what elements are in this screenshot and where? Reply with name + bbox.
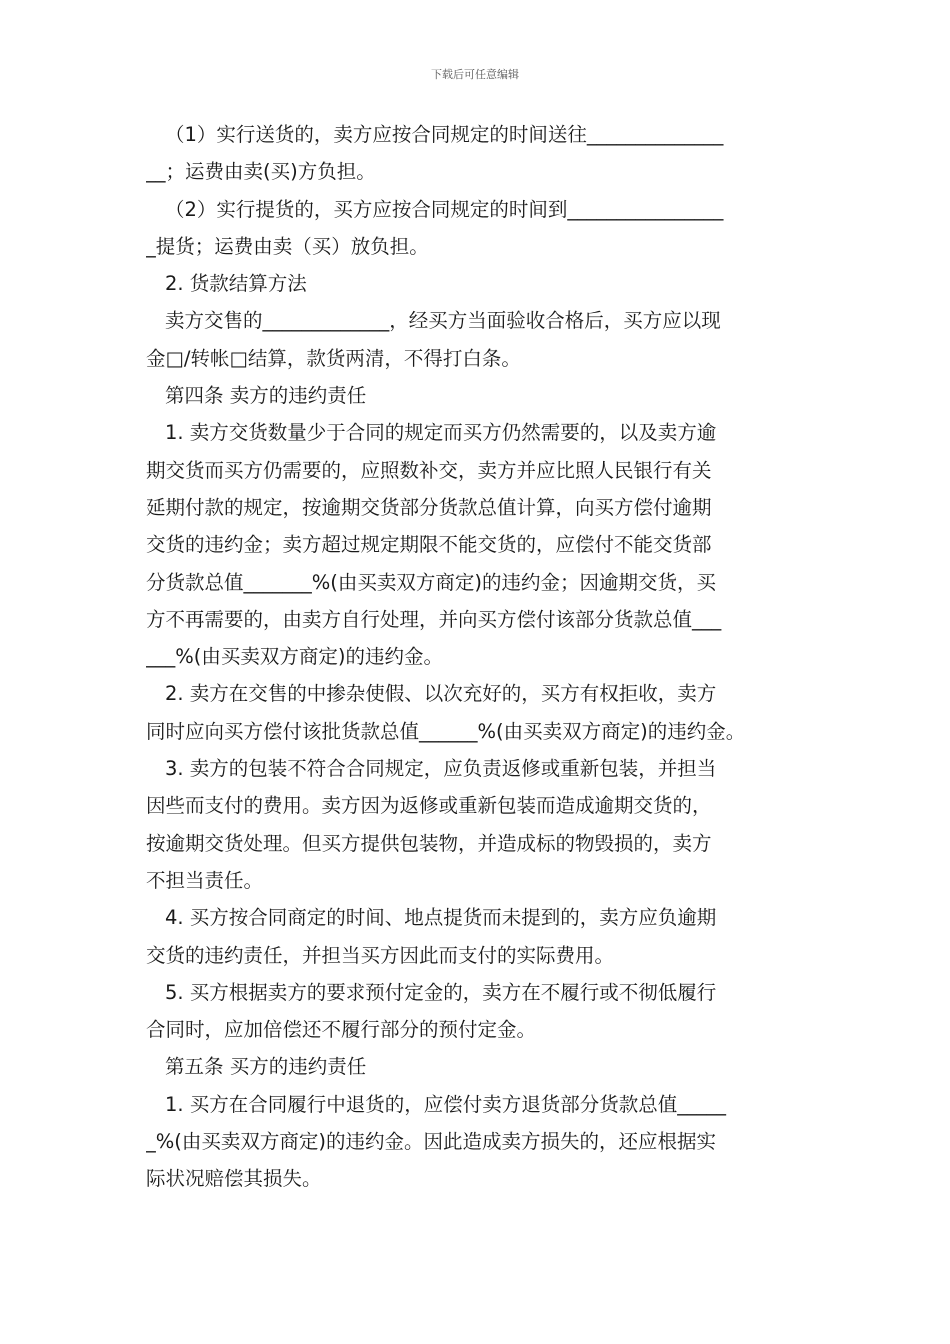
page-header: 下载后可任意编辑 (431, 68, 519, 81)
text-line: 1. 卖方交货数量少于合同的规定而买方仍然需要的，以及卖方逾 (165, 421, 717, 445)
text-line: 期交货而买方仍需要的，应照数补交，卖方并应比照人民银行有关 (146, 458, 712, 482)
text-line: __；运费由卖(买)方负担。 (146, 160, 376, 184)
text-line: 5. 买方根据卖方的要求预付定金的，卖方在不履行或不彻低履行 (165, 980, 717, 1004)
text-line: 1. 买方在合同履行中退货的，应偿付卖方退货部分货款总值_____ (165, 1092, 727, 1116)
document-body (146, 116, 808, 1198)
text-line: 不担当责任。 (146, 868, 264, 892)
text-line: 3. 卖方的包装不符合合同规定，应负责返修或重新包装，并担当 (165, 757, 717, 781)
text-line: 2. 卖方在交售的中掺杂使假、以次充好的，买方有权拒收，卖方 (165, 682, 717, 706)
text-line: 延期付款的规定，按逾期交货部分货款总值计算，向买方偿付逾期 (146, 495, 712, 519)
text-line: 交货的违约责任，并担当买方因此而支付的实际费用。 (146, 943, 615, 967)
text-line: _提货；运费由卖（买）放负担。 (146, 234, 429, 258)
text-line: 分货款总值_______%(由买卖双方商定)的违约金；因逾期交货，买 (146, 570, 716, 594)
text-line: （1）实行送货的，卖方应按合同规定的时间送往______________ (165, 123, 724, 146)
text-line: 同时应向买方偿付该批货款总值______%(由买卖双方商定)的违约金。 (146, 719, 746, 743)
text-line: 金□/转帐□结算，款货两清，不得打白条。 (146, 346, 521, 370)
text-line: 按逾期交货处理。但买方提供包装物，并造成标的物毁损的，卖方 (146, 831, 712, 855)
text-line: （2）实行提货的，买方应按合同规定的时间到________________ (165, 197, 724, 221)
text-line: ___%(由买卖双方商定)的违约金。 (146, 645, 443, 669)
text-line: 卖方交售的_____________，经买方当面验收合格后，买方应以现 (165, 309, 721, 333)
text-line: 交货的违约金；卖方超过规定期限不能交货的，应偿付不能交货部 (146, 533, 712, 557)
text-line: 际状况赔偿其损失。 (146, 1167, 322, 1191)
text-line: 合同时，应加倍偿还不履行部分的预付定金。 (146, 1018, 537, 1042)
text-line: 因些而支付的费用。卖方因为返修或重新包装而造成逾期交货的， (146, 794, 712, 818)
text-line: 2. 货款结算方法 (165, 272, 307, 296)
text-line: _%(由买卖双方商定)的违约金。因此造成卖方损失的，还应根据实 (146, 1130, 716, 1154)
text-line: 4. 买方按合同商定的时间、地点提货而未提到的，卖方应负逾期 (165, 906, 717, 930)
text-line: 第五条 买方的违约责任 (165, 1055, 367, 1079)
text-line: 第四条 卖方的违约责任 (165, 384, 367, 408)
text-line: 方不再需要的，由卖方自行处理，并向买方偿付该部分货款总值___ (146, 607, 722, 631)
